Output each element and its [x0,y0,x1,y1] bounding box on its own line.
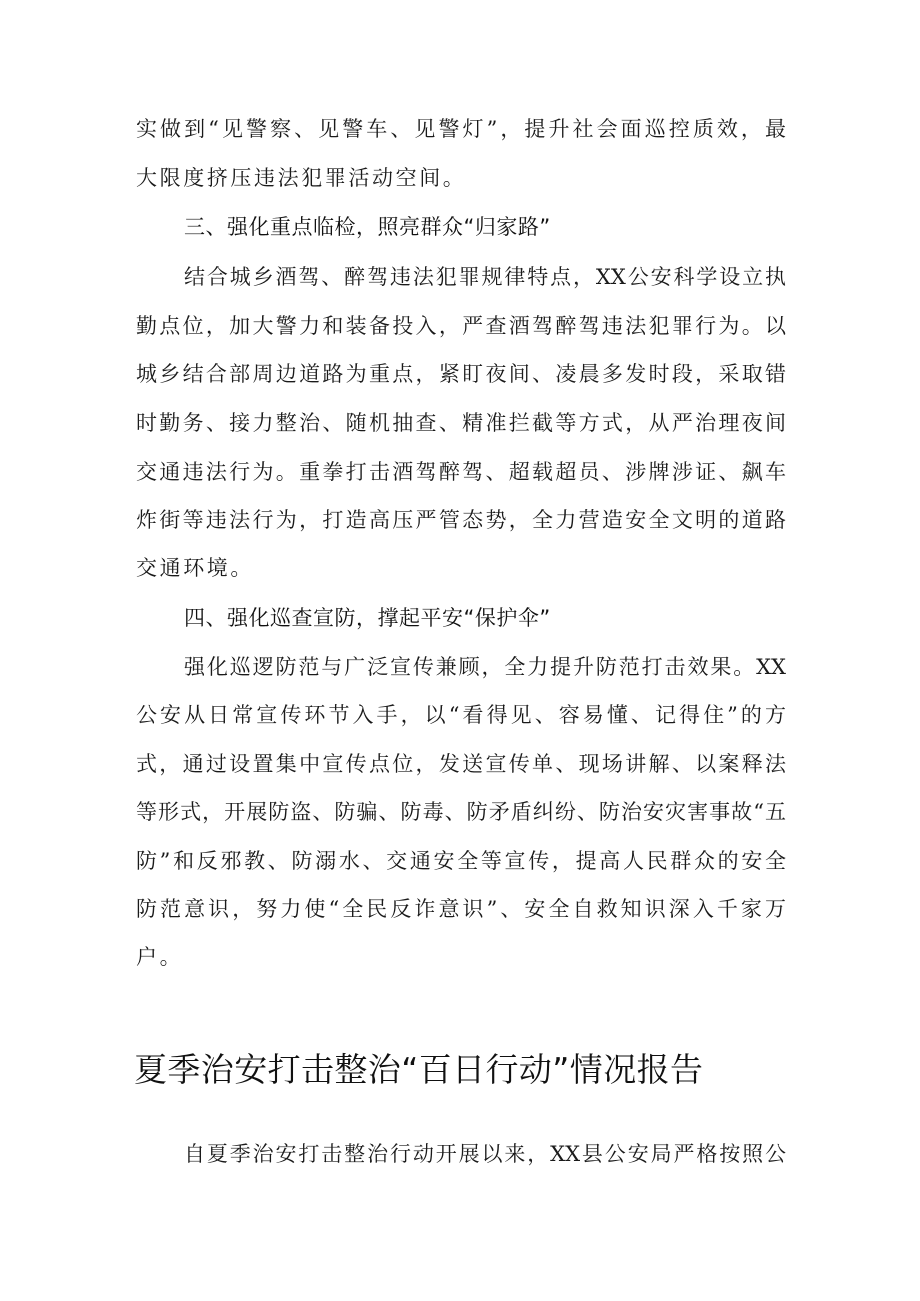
body-text-line: 结合城乡酒驾、醉驾违法犯罪规律特点，XX公安科学设立执 [184,265,786,289]
body-text-line: 防范意识，努力使“全民反诈意识”、安全自救知识深入千家万 [136,897,786,921]
section-heading-4: 四、强化巡查宣防，撑起平安“保护伞” [184,606,551,630]
body-text-line: 交通环境。 [136,556,254,580]
body-text-line: 交通违法行为。重拳打击酒驾醉驾、超载超员、涉牌涉证、飙车 [136,460,786,484]
body-text-line: 实做到“见警察、见警车、见警灯”，提升社会面巡控质效，最 [136,117,786,141]
body-text-line: 勤点位，加大警力和装备投入，严查酒驾醉驾违法犯罪行为。以 [136,314,786,338]
body-text-line: 时勤务、接力整治、随机抽查、精准拦截等方式，从严治理夜间 [136,411,786,435]
body-text-line: 大限度挤压违法犯罪活动空间。 [136,166,467,190]
body-text-line: 强化巡逻防范与广泛宣传兼顾，全力提升防范打击效果。XX [184,655,786,679]
body-text-line: 户。 [136,945,184,969]
body-text-line: 等形式，开展防盗、防骗、防毒、防矛盾纠纷、防治安灾害事故“五 [136,800,786,824]
section-heading-3: 三、强化重点临检，照亮群众“归家路” [184,215,551,239]
body-text-line: 式，通过设置集中宣传点位，发送宣传单、现场讲解、以案释法 [136,752,786,776]
body-text-line: 城乡结合部周边道路为重点，紧盯夜间、凌晨多发时段，采取错 [136,362,786,386]
body-text-line: 防”和反邪教、防溺水、交通安全等宣传，提高人民群众的安全 [136,849,786,873]
report-title: 夏季治安打击整治“百日行动”情况报告 [134,1050,704,1089]
body-text-line: 炸街等违法行为，打造高压严管态势，全力营造安全文明的道路 [136,508,786,532]
body-text-line: 公安从日常宣传环节入手，以“看得见、容易懂、记得住”的方 [136,703,786,727]
body-text-line: 自夏季治安打击整治行动开展以来，XX县公安局严格按照公 [184,1142,786,1166]
